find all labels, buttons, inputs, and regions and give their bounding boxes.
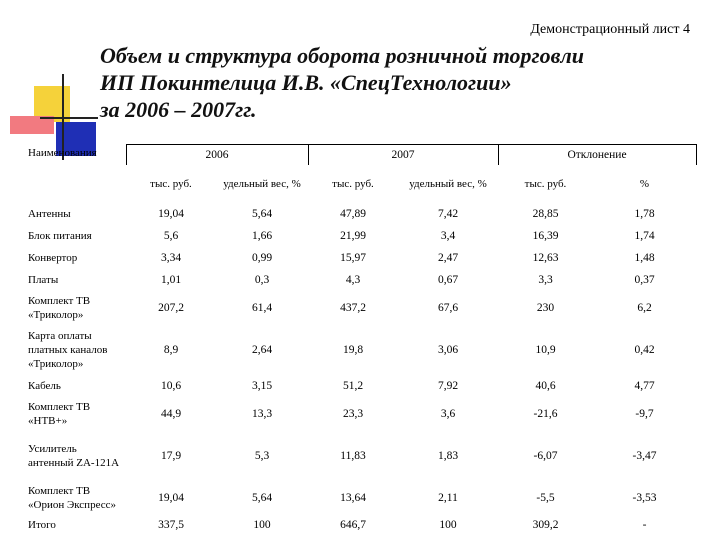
- cell: 437,2: [340, 302, 366, 314]
- cell: 0,67: [437, 274, 459, 286]
- cell: 15,97: [340, 252, 366, 264]
- row-name: Комплект ТВ «Орион Экспресс»: [28, 485, 116, 511]
- row-name: Усилитель антенный ZA-121A: [28, 443, 120, 469]
- cell: 337,5: [158, 519, 184, 531]
- cell: 19,04: [158, 492, 184, 504]
- row-name: Кабель: [28, 380, 61, 392]
- turnover-table: [26, 144, 697, 535]
- cell: -3,53: [632, 492, 657, 504]
- cell: 13,64: [340, 492, 366, 504]
- cell: -3,47: [632, 450, 657, 462]
- subheader-deviation-percent: %: [639, 177, 650, 190]
- table-row: [26, 431, 696, 481]
- cell: 2,64: [251, 344, 273, 356]
- subheader-deviation-thousand-rub: тыс. руб.: [524, 177, 567, 190]
- row-name: Комплект ТВ «Триколор»: [28, 295, 91, 321]
- title-line-3: за 2006 – 2007гг.: [100, 97, 257, 122]
- cell: -: [642, 519, 647, 531]
- cell: 207,2: [158, 302, 184, 314]
- cell: 12,63: [532, 252, 559, 264]
- cell: 0,42: [634, 344, 655, 356]
- cell: 19,04: [158, 208, 184, 220]
- cell: 7,42: [437, 208, 459, 220]
- cell: 5,64: [251, 492, 273, 504]
- cell: 4,3: [345, 274, 361, 286]
- cell: -21,6: [533, 408, 558, 420]
- title-line-1: Объем и структура оборота розничной торговли: [100, 43, 585, 68]
- subheader-2007-share: удельный вес, %: [409, 177, 487, 190]
- cell: 3,3: [538, 274, 553, 286]
- cell: 5,6: [163, 230, 179, 242]
- cell: 67,6: [437, 302, 459, 314]
- cell: 13,3: [251, 408, 273, 420]
- cell: 28,85: [532, 208, 559, 220]
- column-header-name: Наименования: [28, 146, 97, 159]
- table-row: [26, 325, 696, 375]
- cell: 7,92: [437, 380, 459, 392]
- cell: 3,6: [440, 408, 456, 420]
- table-header-units: [26, 165, 696, 203]
- cell: 309,2: [532, 519, 559, 531]
- table-header-years: [26, 145, 696, 166]
- column-header-deviation: Отклонение: [498, 145, 696, 166]
- row-name: Антенны: [28, 208, 71, 220]
- cell: 0,99: [251, 252, 273, 264]
- cell: 44,9: [160, 408, 182, 420]
- cell: 1,83: [437, 450, 459, 462]
- table-row: [26, 375, 696, 397]
- cell: 3,34: [160, 252, 182, 264]
- row-name: Комплект ТВ «НТВ+»: [28, 401, 91, 427]
- cell: 21,99: [340, 230, 366, 242]
- page-title: [100, 42, 584, 123]
- column-header-2006: 2006: [126, 145, 308, 166]
- cell: 61,4: [251, 302, 273, 314]
- cell: 17,9: [160, 450, 182, 462]
- cell: 2,11: [438, 492, 458, 504]
- cell: 10,6: [160, 380, 182, 392]
- decor-horizontal-line: [40, 117, 98, 119]
- cell: 40,6: [535, 380, 556, 392]
- cell: 11,83: [340, 450, 366, 462]
- row-name: Блок питания: [28, 230, 92, 242]
- cell: 100: [439, 519, 457, 531]
- cell: 0,3: [254, 274, 270, 286]
- cell: 47,89: [340, 208, 366, 220]
- cell: 8,9: [163, 344, 179, 356]
- cell: 3,4: [440, 230, 456, 242]
- subheader-2006-share: удельный вес, %: [223, 177, 301, 190]
- sheet-label: Демонстрационный лист 4: [530, 22, 690, 37]
- cell: 6,2: [637, 302, 652, 314]
- cell: 10,9: [535, 344, 556, 356]
- row-name: Итого: [28, 519, 56, 531]
- cell: 3,15: [251, 380, 273, 392]
- column-header-2007: 2007: [308, 145, 498, 166]
- cell: -5,5: [536, 492, 555, 504]
- row-name: Платы: [28, 274, 59, 286]
- row-name: Карта оплаты платных каналов «Триколор»: [28, 330, 108, 370]
- cell: 100: [253, 519, 271, 531]
- row-name: Конвертор: [28, 252, 78, 264]
- cell: 16,39: [532, 230, 559, 242]
- table-row: [26, 203, 696, 225]
- table-row: [26, 397, 696, 431]
- cell: 1,66: [251, 230, 273, 242]
- table-row: [26, 247, 696, 269]
- table-row: [26, 291, 696, 325]
- table-row: [26, 481, 696, 515]
- cell: 19,8: [342, 344, 364, 356]
- cell: 230: [536, 302, 555, 314]
- cell: 0,37: [634, 274, 655, 286]
- subheader-2006-thousand-rub: тыс. руб.: [150, 177, 192, 190]
- cell: 51,2: [342, 380, 364, 392]
- cell: -6,07: [533, 450, 558, 462]
- cell: 5,64: [251, 208, 273, 220]
- cell: 4,77: [634, 380, 655, 392]
- cell: 23,3: [342, 408, 364, 420]
- cell: 1,78: [634, 208, 655, 220]
- table-row: [26, 269, 696, 291]
- cell: 1,48: [634, 252, 655, 264]
- cell: 5,3: [254, 450, 270, 462]
- cell: 3,06: [437, 344, 459, 356]
- table-row-total: [26, 515, 696, 535]
- subheader-2007-thousand-rub: тыс. руб.: [332, 177, 374, 190]
- cell: 2,47: [437, 252, 459, 264]
- cell: 1,74: [634, 230, 655, 242]
- title-line-2: ИП Покинтелица И.В. «СпецТехнологии»: [100, 70, 512, 95]
- table-row: [26, 225, 696, 247]
- cell: -9,7: [635, 408, 654, 420]
- cell: 646,7: [340, 519, 366, 531]
- cell: 1,01: [160, 274, 182, 286]
